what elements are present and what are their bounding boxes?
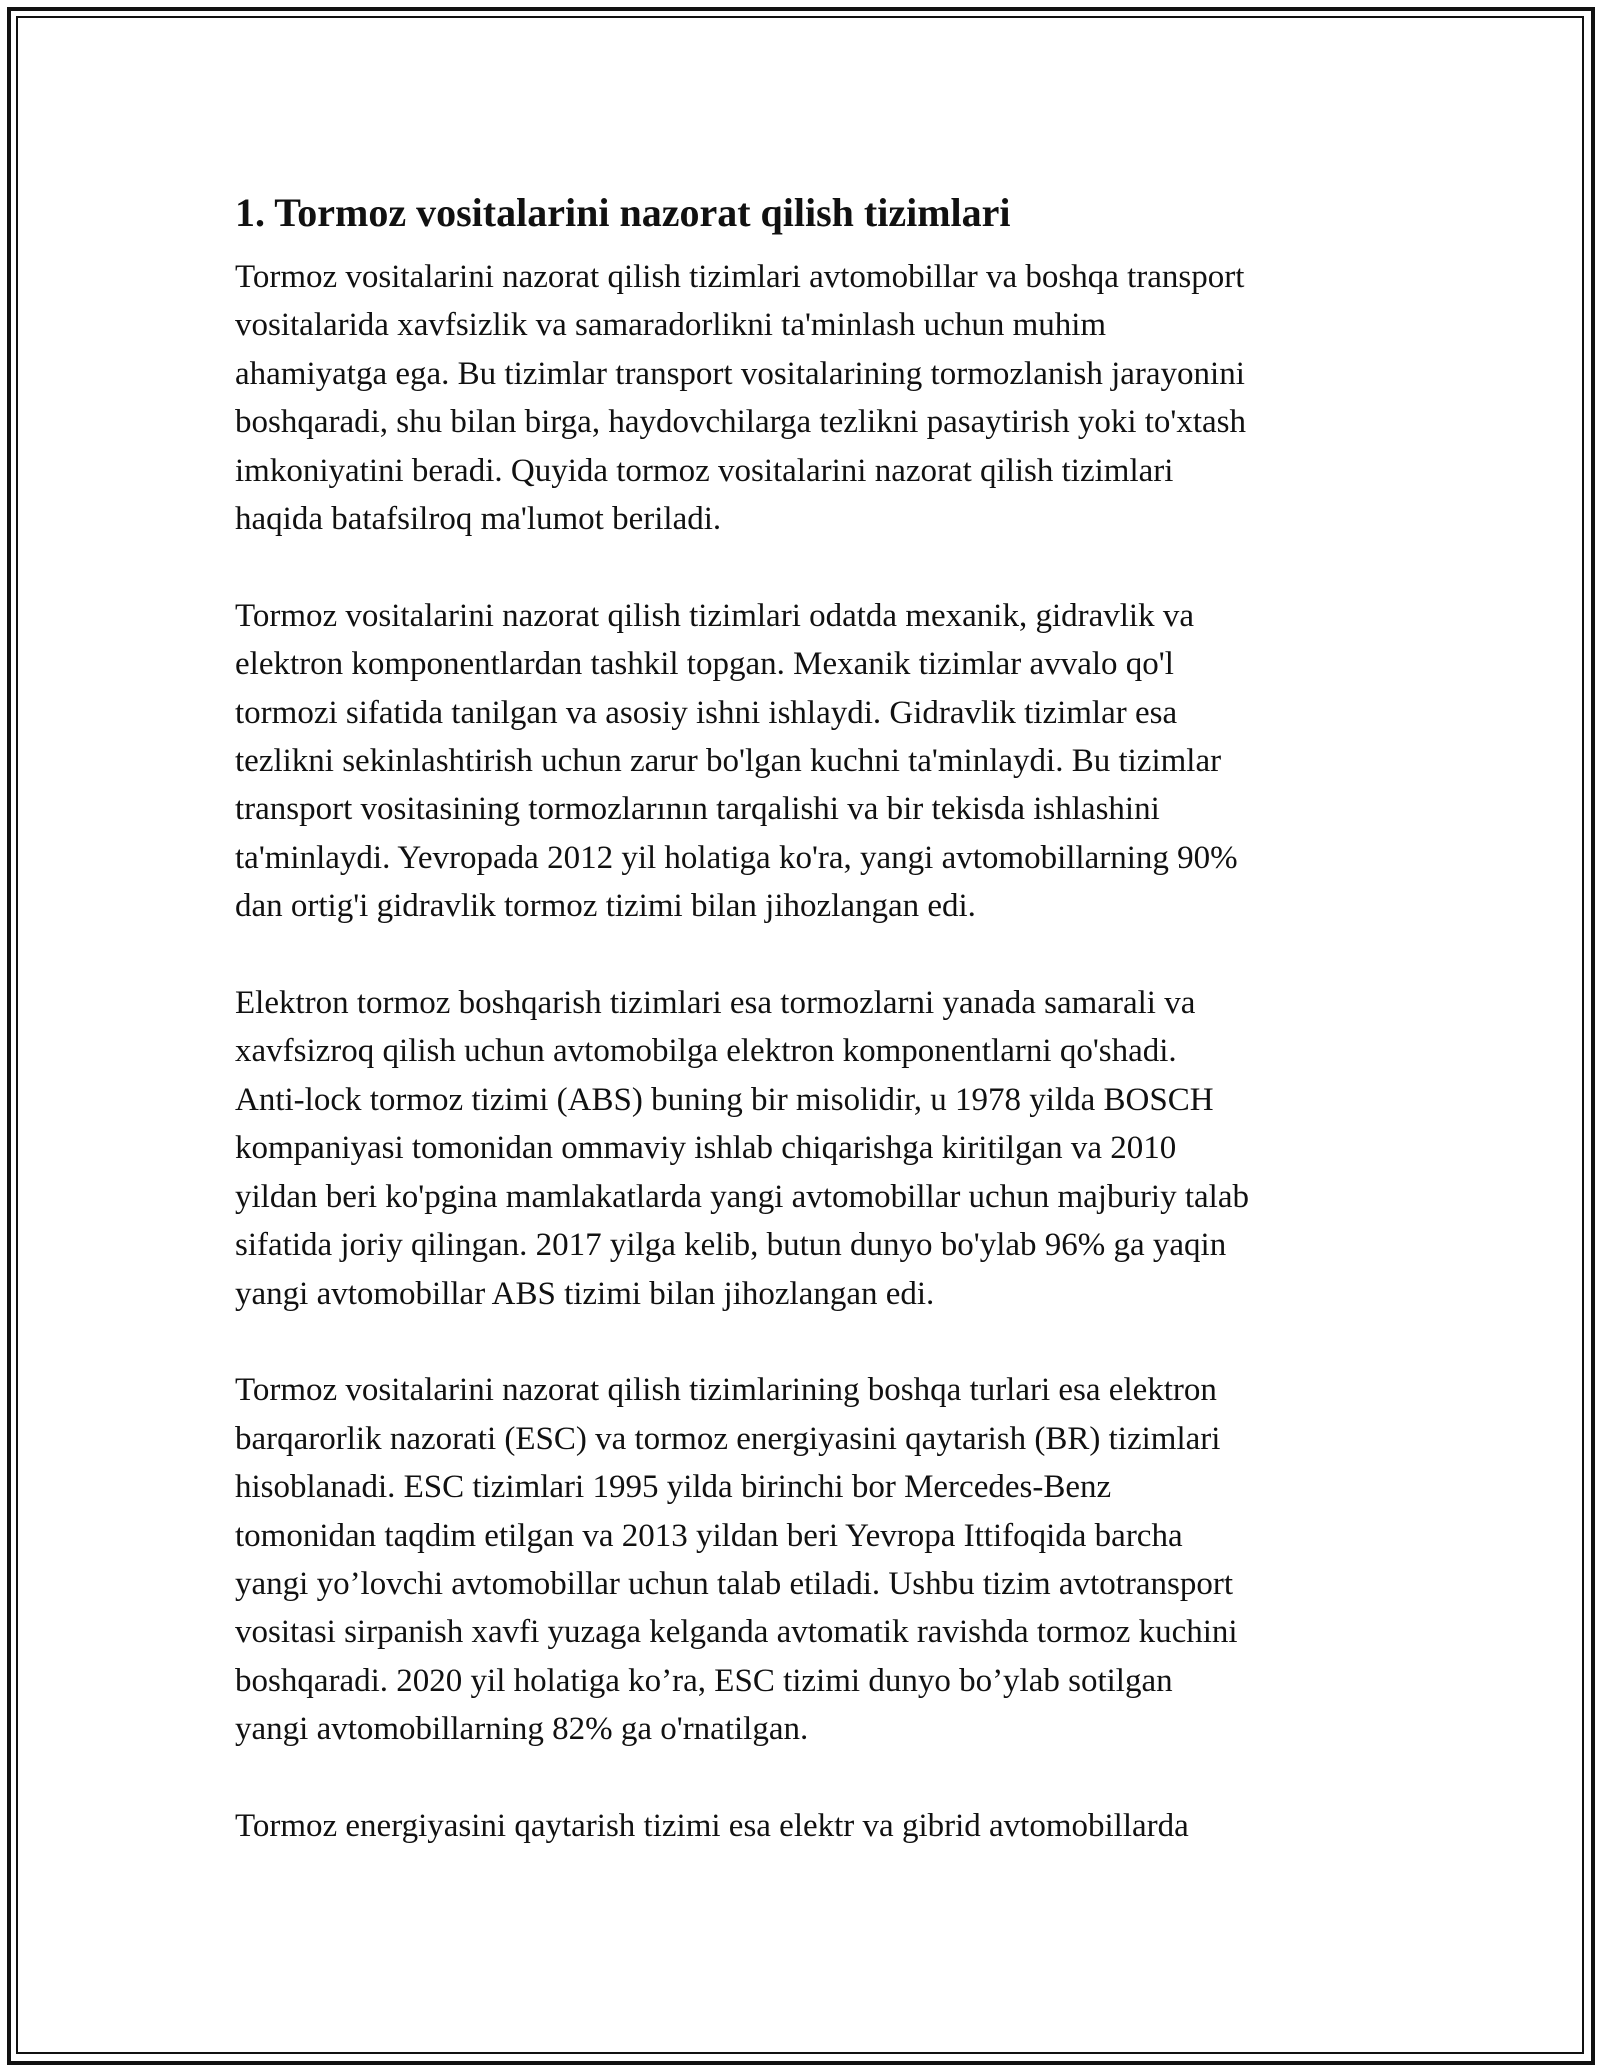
text-line: boshqaradi, shu bilan birga, haydovchilarga tezlikni pasaytirish yoki to'xtash: [235, 404, 1247, 441]
section-title: 1. Tormoz vositalarini nazorat qilish tizimlari: [235, 190, 1011, 235]
text-line: dan ortig'i gidravlik tormoz tizimi bilan jihozlangan edi.: [235, 888, 976, 925]
text-line: boshqaradi. 2020 yil holatiga ko’ra, ESC tizimi dunyo bo’ylab sotilgan: [235, 1662, 1173, 1699]
text-line: vositasi sirpanish xavfi yuzaga kelganda avtomatik ravishda tormoz kuchini: [235, 1614, 1238, 1651]
text-line: imkoniyatini beradi. Quyida tormoz vositalarini nazorat qilish tizimlari: [235, 452, 1174, 489]
paragraph-1: [235, 253, 1375, 543]
text-line: Elektron tormoz boshqarish tizimlari esa tormozlarni yanada samarali va: [235, 985, 1196, 1022]
text-line: transport vositasining tormozlarının tarqalishi va bir tekisda ishlashini: [235, 791, 1160, 828]
paragraph-4: [235, 1366, 1375, 1753]
text-line: haqida batafsilroq ma'lumot beriladi.: [235, 501, 722, 538]
text-line: yangi avtomobillar ABS tizimi bilan jihozlangan edi.: [235, 1275, 935, 1312]
text-line: xavfsizroq qilish uchun avtomobilga elektron komponentlarni qo'shadi.: [235, 1033, 1177, 1070]
text-line: Tormoz vositalarini nazorat qilish tizimlari odatda mexanik, gidravlik va: [235, 597, 1194, 634]
text-line: Anti-lock tormoz tizimi (ABS) buning bir misolidir, u 1978 yilda BOSCH: [235, 1081, 1214, 1118]
text-line: ahamiyatga ega. Bu tizimlar transport vositalarining tormozlanish jarayonini: [235, 355, 1245, 392]
text-line: tezlikni sekinlashtirish uchun zarur bo'lgan kuchni ta'minlaydi. Bu tizimlar: [235, 743, 1222, 780]
paragraph-2: [235, 592, 1375, 931]
text-line: tomonidan taqdim etilgan va 2013 yildan beri Yevropa Ittifoqida barcha: [235, 1517, 1183, 1554]
text-line: yangi yo’lovchi avtomobillar uchun talab etiladi. Ushbu tizim avtotransport: [235, 1565, 1234, 1602]
document-body: [235, 185, 1375, 1899]
text-line: elektron komponentlardan tashkil topgan. Mexanik tizimlar avvalo qo'l: [235, 646, 1174, 683]
text-line: kompaniyasi tomonidan ommaviy ishlab chiqarishga kiritilgan va 2010: [235, 1130, 1177, 1167]
text-line: tormozi sifatida tanilgan va asosiy ishni ishlaydi. Gidravlik tizimlar esa: [235, 694, 1178, 731]
text-line: yangi avtomobillarning 82% ga o'rnatilgan.: [235, 1711, 809, 1748]
text-line: yildan beri ko'pgina mamlakatlarda yangi avtomobillar uchun majburiy talab: [235, 1178, 1249, 1215]
text-line: barqarorlik nazorati (ESC) va tormoz energiyasini qaytarish (BR) tizimlari: [235, 1420, 1221, 1457]
text-line: ta'minlaydi. Yevropada 2012 yil holatiga ko'ra, yangi avtomobillarning 90%: [235, 839, 1238, 876]
paragraph-5: [235, 1802, 1375, 1850]
paragraph-3: [235, 979, 1375, 1318]
text-line: hisoblanadi. ESC tizimlari 1995 yilda birinchi bor Mercedes-Benz: [235, 1469, 1112, 1506]
text-line: vositalarida xavfsizlik va samaradorlikni ta'minlash uchun muhim: [235, 307, 1107, 344]
text-line: Tormoz vositalarini nazorat qilish tizimlari avtomobillar va boshqa transport: [235, 259, 1245, 295]
text-line: sifatida joriy qilingan. 2017 yilga kelib, butun dunyo bo'ylab 96% ga yaqin: [235, 1227, 1227, 1264]
text-line: Tormoz vositalarini nazorat qilish tizimlarining boshqa turlari esa elektron: [235, 1372, 1217, 1409]
text-line: Tormoz energiyasini qaytarish tizimi esa elektr va gibrid avtomobillarda: [235, 1807, 1189, 1844]
